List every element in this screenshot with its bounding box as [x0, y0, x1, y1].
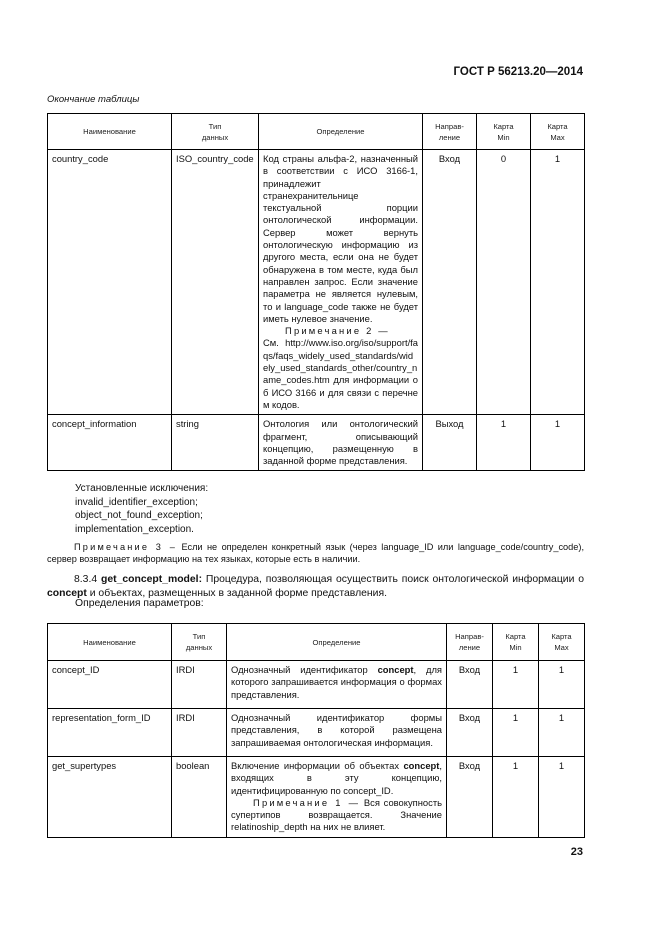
note-label: Примечание 3 – [74, 542, 178, 552]
col-header-min: Карта Min [493, 624, 539, 661]
param-max: 1 [531, 150, 585, 415]
param-min: 1 [493, 661, 539, 709]
param-name: country_code [48, 150, 172, 415]
param-name: concept_information [48, 415, 172, 471]
col-header-direction: Направ- ление [447, 624, 493, 661]
col-header-type: Тип данных [172, 624, 227, 661]
parameters-label: Определения параметров: [75, 598, 204, 609]
col-header-direction: Направ- ление [423, 114, 477, 150]
exceptions-title: Установленные исключения: [75, 483, 209, 494]
col-header-min: Карта Min [477, 114, 531, 150]
param-type: IRDI [172, 661, 227, 709]
parameters-table [47, 623, 585, 838]
table-row [48, 661, 585, 709]
param-definition: Однозначный идентификатор формы представления, в которой размещена запрашиваемая онтологическая информация. [227, 709, 447, 757]
table-row [48, 415, 585, 471]
param-direction: Вход [423, 150, 477, 415]
note-text: Если не определен конкретный язык (через language_ID или language_code/country_code), сервер возвращает информацию на тех языках, которые есть в наличии. [47, 542, 584, 564]
section-number: 8.3.4 [74, 574, 98, 585]
param-max: 1 [539, 661, 585, 709]
param-direction: Вход [447, 757, 493, 838]
page-number: 23 [570, 846, 583, 858]
procedure-name: get_concept_model: [100, 574, 203, 585]
list-item: implementation_exception. [75, 523, 194, 535]
param-type: string [172, 415, 259, 471]
param-name: representation_form_ID [48, 709, 172, 757]
param-type: boolean [172, 757, 227, 838]
table-row [48, 150, 585, 415]
param-direction: Выход [423, 415, 477, 471]
param-definition: Включение информации об объектах concept, входящих в эту концепцию, идентифицированную по concept_ID. Примечание 1 — Вся совокупность супертипов возвращается. Значение relatinoship_depth на них не влияет. [227, 757, 447, 838]
parameters-table-continued [47, 113, 585, 471]
note-label: Примечание 1 — [253, 796, 361, 808]
param-max: 1 [539, 757, 585, 838]
param-min: 0 [477, 150, 531, 415]
table-row [48, 709, 585, 757]
col-header-name: Наименование [48, 624, 172, 661]
param-definition: Однозначный идентификатор concept, для которого запрашивается информация о формах представления. [227, 661, 447, 709]
param-direction: Вход [447, 661, 493, 709]
param-name: concept_ID [48, 661, 172, 709]
list-item: invalid_identifier_exception; [75, 496, 198, 508]
document-id: ГОСТ Р 56213.20—2014 [453, 66, 583, 78]
col-header-definition: Определение [227, 624, 447, 661]
col-header-max: Карта Max [531, 114, 585, 150]
list-item: object_not_found_exception; [75, 510, 203, 521]
col-header-max: Карта Max [539, 624, 585, 661]
param-type: IRDI [172, 709, 227, 757]
param-direction: Вход [447, 709, 493, 757]
param-max: 1 [539, 709, 585, 757]
table-row [48, 757, 585, 838]
section-8-3-4: 8.3.4 get_concept_model: Процедура, позволяющая осуществить поиск онтологической информации о concept и объектах, размещенных в заданной форме представления. [47, 574, 585, 599]
param-definition: Онтология или онтологический фрагмент, описывающий концепцию, размещенную в заданной форме представления. [259, 415, 423, 471]
table-header-row [48, 114, 585, 150]
note-label: Примечание 2 — [285, 325, 390, 337]
exceptions-list [75, 482, 208, 536]
col-header-type: Тип данных [172, 114, 259, 150]
param-definition: Код страны альфа-2, назначенный в соответствии с ИСО 3166-1, принадлежит странехранительнице текстуальной порции онтологической информации. Сервер может вернуть онтологическую информацию из другого места, если она не будет обнаружена в том месте, куда был направлен запрос. Если значение параметра не является нулевым, то и language_code также не будет иметь нулевое значение. Примечание 2 — См. http://www.iso.org/iso/support/faqs/faqs_widely_used_standards/widely_used_standards_other/country_name_codes.htm для информации об ИСО 3166 и для связи с перечнем кодов. [259, 150, 423, 415]
table-header-row [48, 624, 585, 661]
param-min: 1 [493, 709, 539, 757]
param-min: 1 [477, 415, 531, 471]
param-max: 1 [531, 415, 585, 471]
col-header-name: Наименование [48, 114, 172, 150]
col-header-definition: Определение [259, 114, 423, 150]
table-caption: Окончание таблицы [47, 94, 140, 105]
note-3 [47, 541, 584, 565]
param-type: ISO_country_code [172, 150, 259, 415]
param-name: get_supertypes [48, 757, 172, 838]
param-min: 1 [493, 757, 539, 838]
